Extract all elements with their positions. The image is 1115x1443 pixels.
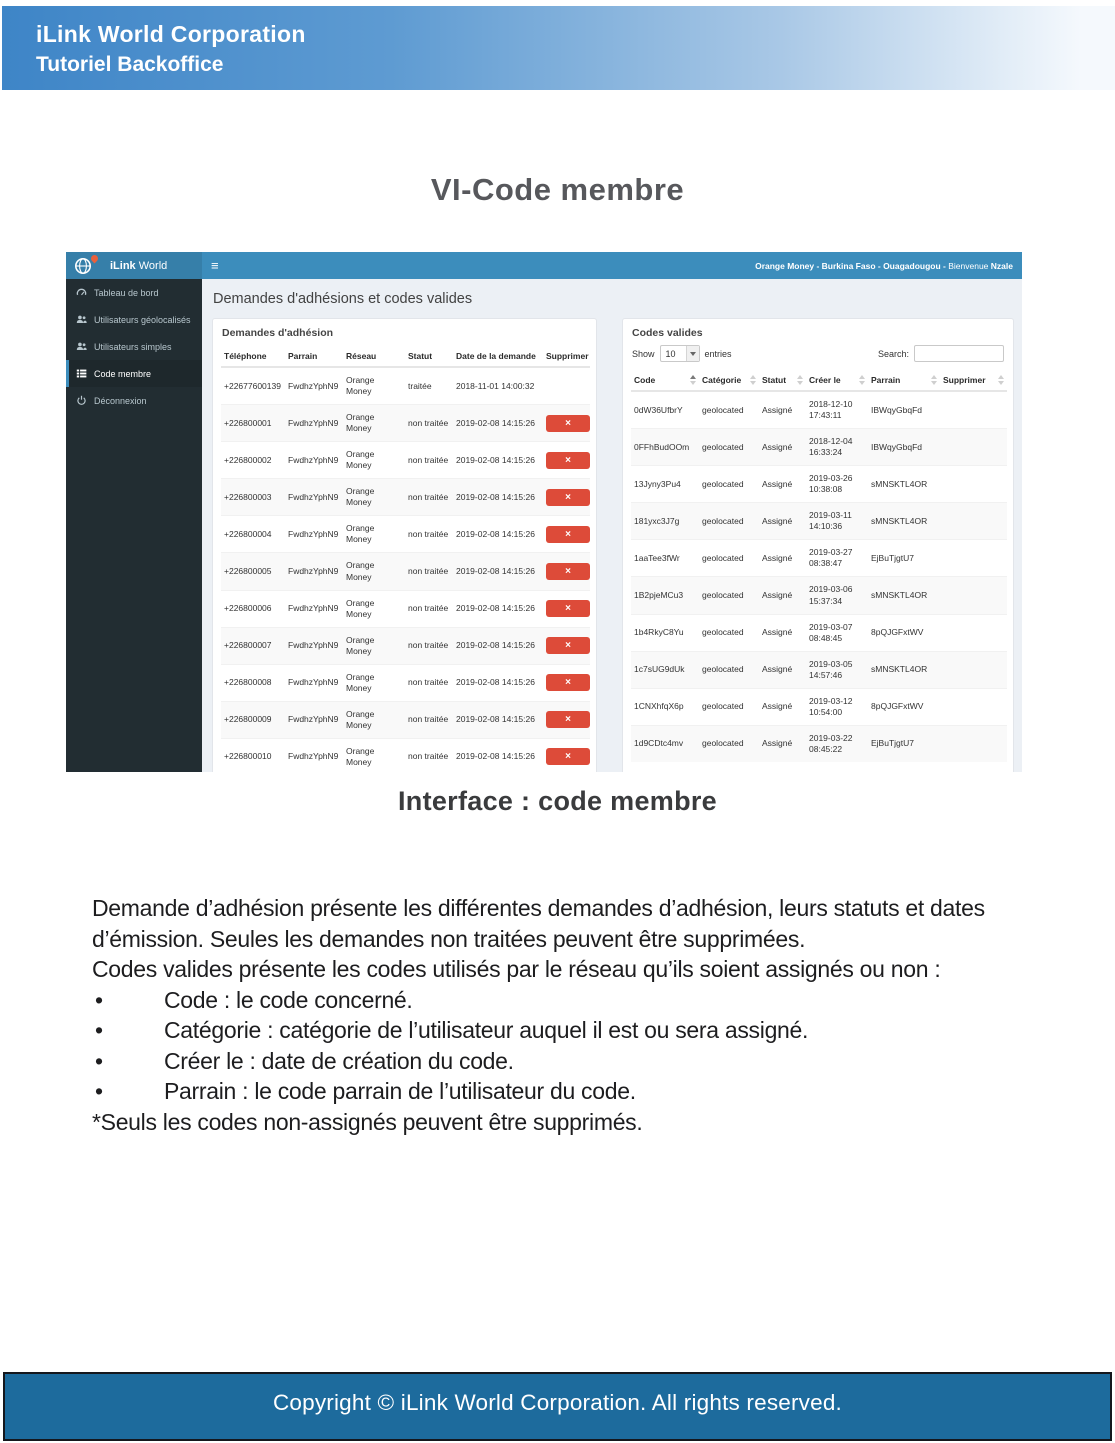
cell-statut: Assigné: [759, 614, 806, 651]
delete-button[interactable]: ×: [546, 711, 590, 728]
search-label: Search:: [877, 348, 909, 359]
cell-reseau: Orange Money: [343, 664, 405, 701]
backoffice-screenshot: [66, 252, 1022, 772]
cell-date: 2019-02-08 14:15:26: [453, 516, 543, 553]
col-categorie[interactable]: Catégorie: [699, 370, 759, 391]
cell-parrain: EjBuTjgtU7: [868, 540, 940, 577]
delete-button[interactable]: ×: [546, 415, 590, 432]
col-telephone[interactable]: Téléphone: [221, 346, 285, 367]
panel-title: Demandes d'adhésion: [222, 327, 334, 339]
cell-date: 2019-02-08 14:15:26: [453, 442, 543, 479]
delete-button[interactable]: ×: [546, 563, 590, 580]
cell-statut: Assigné: [759, 688, 806, 725]
cell-telephone: +226800007: [221, 627, 285, 664]
cell-parrain: sMNSKTL4OR: [868, 466, 940, 503]
sidebar-item-label: Déconnexion: [94, 395, 147, 406]
cell-telephone: +226800010: [221, 738, 285, 772]
cell-date: 2019-02-08 14:15:26: [453, 553, 543, 590]
cell-statut: traitée: [405, 367, 453, 405]
cell-categorie: geolocated: [699, 725, 759, 762]
col-date[interactable]: Date de la demande: [453, 346, 543, 367]
cell-categorie: geolocated: [699, 391, 759, 429]
cell-parrain: EjBuTjgtU7: [868, 725, 940, 762]
cell-code: 1b4RkyC8Yu: [631, 614, 699, 651]
bullet-item: [92, 1015, 1032, 1046]
delete-button[interactable]: ×: [546, 489, 590, 506]
col-code[interactable]: Code: [631, 370, 699, 391]
cell-created: 2018-12-10 17:43:11: [806, 391, 868, 429]
table-row: [221, 590, 590, 627]
table-header-row: [221, 346, 590, 367]
navbar-context-text: Orange Money - Burkina Faso - Ouagadougou - Bienvenue Nzale: [755, 260, 1013, 271]
section-title: VI-Code membre: [430, 172, 685, 207]
sort-icon: [931, 375, 937, 385]
bullet-item: [92, 1076, 1032, 1107]
app-logo[interactable]: [66, 252, 202, 279]
table-row: [631, 503, 1007, 540]
cell-categorie: geolocated: [699, 651, 759, 688]
table-row: [631, 391, 1007, 429]
delete-button[interactable]: ×: [546, 452, 590, 469]
cell-parrain: 8pQJGFxtWV: [868, 688, 940, 725]
user-name: Nzale: [990, 260, 1013, 271]
panel-demandes-adhesion: [212, 318, 597, 772]
cell-reseau: Orange Money: [343, 738, 405, 772]
cell-statut: non traitée: [405, 516, 453, 553]
search-input[interactable]: [914, 345, 1004, 362]
note-text: *Seuls les codes non-assignés peuvent être supprimés.: [92, 1108, 643, 1135]
cell-statut: Assigné: [759, 651, 806, 688]
table-row: [631, 688, 1007, 725]
bullet-item: [92, 985, 1032, 1016]
cell-date: 2019-02-08 14:15:26: [453, 590, 543, 627]
cell-statut: Assigné: [759, 725, 806, 762]
table-footer: [623, 770, 1013, 772]
cell-reseau: Orange Money: [343, 405, 405, 442]
sort-icon: [750, 375, 756, 385]
cell-categorie: geolocated: [699, 577, 759, 614]
delete-button[interactable]: ×: [546, 674, 590, 691]
table-row: [631, 614, 1007, 651]
table-row: [221, 738, 590, 772]
chevron-down-icon: [686, 346, 699, 361]
cell-date: 2019-02-08 14:15:26: [453, 479, 543, 516]
cell-parrain: 8pQJGFxtWV: [868, 614, 940, 651]
table-row: [631, 540, 1007, 577]
cell-telephone: +226800003: [221, 479, 285, 516]
cell-code: 1c7sUG9dUk: [631, 651, 699, 688]
cell-parrain: sMNSKTL4OR: [868, 651, 940, 688]
cell-created: 2019-03-05 14:57:46: [806, 651, 868, 688]
sidebar-item-label: Utilisateurs simples: [94, 341, 172, 352]
table-row: [631, 577, 1007, 614]
cell-telephone: +226800006: [221, 590, 285, 627]
table-row: [221, 479, 590, 516]
paragraph: Demande d’adhésion présente les différentes demandes d’adhésion, leurs statuts et dates d’émission. Seules les demandes non traitées peuvent être supprimées.: [92, 895, 985, 952]
cell-parrain: sMNSKTL4OR: [868, 503, 940, 540]
col-statut[interactable]: Statut: [405, 346, 453, 367]
sidebar-item-label: Utilisateurs géolocalisés: [94, 314, 191, 325]
cell-reseau: Orange Money: [343, 627, 405, 664]
cell-statut: non traitée: [405, 442, 453, 479]
search-control: [878, 345, 1004, 362]
table-row: [221, 627, 590, 664]
app-page-heading: Demandes d'adhésions et codes valides: [213, 291, 473, 307]
bullet-item: [92, 1046, 1032, 1077]
cell-statut: non traitée: [405, 553, 453, 590]
sort-icon: [797, 375, 803, 385]
document-footer: Copyright © iLink World Corporation. All rights reserved.: [3, 1372, 1112, 1441]
app-navbar: [202, 252, 1022, 279]
cell-statut: Assigné: [759, 503, 806, 540]
sidebar-item-tableau-de-bord[interactable]: [66, 279, 202, 306]
cell-parrain: FwdhzYphN9: [285, 738, 343, 772]
panel-codes-valides: [622, 318, 1014, 772]
col-parrain[interactable]: Parrain: [868, 370, 940, 391]
cell-parrain: IBWqyGbqFd: [868, 391, 940, 429]
table-row: [631, 466, 1007, 503]
cell-statut: non traitée: [405, 701, 453, 738]
cell-categorie: geolocated: [699, 503, 759, 540]
col-supprimer[interactable]: Supprimer: [940, 370, 1007, 391]
figure-caption: Interface : code membre: [397, 786, 717, 816]
cell-code: 13Jyny3Pu4: [631, 466, 699, 503]
show-entries-control: [632, 345, 732, 362]
cell-created: 2018-12-04 16:33:24: [806, 429, 868, 466]
sidebar-item-code-membre[interactable]: [66, 360, 202, 387]
table-row: [221, 553, 590, 590]
table-row: [221, 701, 590, 738]
codes-table: [631, 370, 1007, 762]
col-supprimer: Supprimer: [543, 346, 590, 367]
cell-reseau: Orange Money: [343, 479, 405, 516]
cell-statut: Assigné: [759, 391, 806, 429]
cell-statut: non traitée: [405, 664, 453, 701]
cell-parrain: FwdhzYphN9: [285, 442, 343, 479]
sidebar-item-utilisateurs-simples[interactable]: [66, 333, 202, 360]
cell-code: 1aaTee3fWr: [631, 540, 699, 577]
cell-reseau: Orange Money: [343, 367, 405, 405]
table-row: [631, 725, 1007, 762]
bullet-marker: •: [95, 986, 103, 1013]
cell-created: 2019-03-12 10:54:00: [806, 688, 868, 725]
cell-created: 2019-03-11 14:10:36: [806, 503, 868, 540]
cell-statut: non traitée: [405, 590, 453, 627]
cell-parrain: FwdhzYphN9: [285, 590, 343, 627]
cell-date: 2019-02-08 14:15:26: [453, 701, 543, 738]
cell-parrain: FwdhzYphN9: [285, 516, 343, 553]
cell-code: 0FFhBudOOm: [631, 429, 699, 466]
hamburger-icon[interactable]: ≡: [211, 258, 219, 273]
cell-reseau: Orange Money: [343, 553, 405, 590]
cell-parrain: FwdhzYphN9: [285, 701, 343, 738]
cell-created: 2019-03-22 08:45:22: [806, 725, 868, 762]
cell-code: 1d9CDtc4mv: [631, 725, 699, 762]
col-reseau[interactable]: Réseau: [343, 346, 405, 367]
bullet-marker: •: [95, 1078, 103, 1104]
col-statut[interactable]: Statut: [759, 370, 806, 391]
cell-parrain: FwdhzYphN9: [285, 664, 343, 701]
cell-parrain: IBWqyGbqFd: [868, 429, 940, 466]
description-text: [92, 893, 1032, 1137]
bullet-text: Code : le code concerné.: [164, 986, 413, 1013]
panel-title: Codes valides: [632, 327, 703, 339]
cell-categorie: geolocated: [699, 688, 759, 725]
cell-created: 2019-03-26 10:38:08: [806, 466, 868, 503]
power-icon: [76, 395, 87, 406]
table-controls: [623, 344, 1013, 368]
sidebar: [66, 252, 202, 772]
bullet-marker: •: [95, 1047, 103, 1074]
table-row: [221, 516, 590, 553]
cell-telephone: +226800004: [221, 516, 285, 553]
cell-parrain: FwdhzYphN9: [285, 405, 343, 442]
cell-categorie: geolocated: [699, 466, 759, 503]
bullet-text: Créer le : date de création du code.: [164, 1047, 514, 1074]
col-parrain[interactable]: Parrain: [285, 346, 343, 367]
cell-code: 1B2pjeMCu3: [631, 577, 699, 614]
cell-reseau: Orange Money: [343, 701, 405, 738]
users-icon: [76, 314, 87, 325]
sidebar-item-deconnexion[interactable]: [66, 387, 202, 414]
cell-categorie: geolocated: [699, 540, 759, 577]
sidebar-item-label: Code membre: [94, 368, 152, 379]
list-icon: [76, 368, 87, 379]
cell-telephone: +226800008: [221, 664, 285, 701]
cell-code: 0dW36UfbrY: [631, 391, 699, 429]
table-row: [221, 367, 590, 405]
bullet-marker: •: [95, 1017, 103, 1043]
sort-icon: [998, 375, 1004, 385]
cell-date: 2019-02-08 14:15:26: [453, 664, 543, 701]
cell-statut: non traitée: [405, 479, 453, 516]
cell-statut: Assigné: [759, 577, 806, 614]
cell-parrain: FwdhzYphN9: [285, 479, 343, 516]
document-header-banner: [2, 6, 1115, 90]
demandes-table: [221, 346, 590, 772]
sort-icon: [690, 375, 696, 385]
col-creer-le[interactable]: Créer le: [806, 370, 868, 391]
cell-created: 2019-03-27 08:38:47: [806, 540, 868, 577]
cell-parrain: FwdhzYphN9: [285, 367, 343, 405]
globe-icon: [74, 254, 100, 278]
cell-date: 2019-02-08 14:15:26: [453, 405, 543, 442]
table-row: [631, 651, 1007, 688]
delete-button[interactable]: ×: [546, 637, 590, 654]
cell-parrain: FwdhzYphN9: [285, 627, 343, 664]
cell-date: 2019-02-08 14:15:26: [453, 627, 543, 664]
table-header-row: [631, 370, 1007, 391]
delete-button[interactable]: ×: [546, 526, 590, 543]
delete-button[interactable]: ×: [546, 748, 590, 765]
sidebar-item-utilisateurs-geolocalises[interactable]: [66, 306, 202, 333]
cell-created: 2019-03-07 08:48:45: [806, 614, 868, 651]
cell-statut: Assigné: [759, 540, 806, 577]
cell-reseau: Orange Money: [343, 442, 405, 479]
cell-statut: non traitée: [405, 738, 453, 772]
sidebar-item-label: Tableau de bord: [94, 287, 159, 298]
bullet-text: Parrain : le code parrain de l’utilisateur du code.: [164, 1078, 636, 1104]
sort-icon: [859, 375, 865, 385]
cell-parrain: sMNSKTL4OR: [868, 577, 940, 614]
delete-button[interactable]: ×: [546, 600, 590, 617]
cell-created: 2019-03-06 15:37:34: [806, 577, 868, 614]
cell-reseau: Orange Money: [343, 516, 405, 553]
cell-reseau: Orange Money: [343, 590, 405, 627]
table-row: [221, 405, 590, 442]
app-main-area: [202, 252, 1022, 772]
table-row: [631, 429, 1007, 466]
cell-categorie: geolocated: [699, 429, 759, 466]
cell-categorie: geolocated: [699, 614, 759, 651]
show-label: Show: [632, 348, 655, 359]
table-row: [221, 664, 590, 701]
cell-code: 1CNXhfqX6p: [631, 688, 699, 725]
cell-code: 181yxc3J7g: [631, 503, 699, 540]
document-subtitle: Tutoriel Backoffice: [36, 53, 224, 76]
table-row: [221, 442, 590, 479]
page-size-select[interactable]: 10: [660, 345, 700, 362]
cell-parrain: FwdhzYphN9: [285, 553, 343, 590]
users-icon: [76, 341, 87, 352]
cell-telephone: +226800005: [221, 553, 285, 590]
paragraph: Codes valides présente les codes utilisés par le réseau qu’ils soient assignés ou non :: [92, 956, 941, 982]
cell-telephone: +22677600139: [221, 367, 285, 405]
dashboard-icon: [76, 287, 87, 298]
brand-text: iLink World: [110, 259, 168, 272]
cell-telephone: +226800002: [221, 442, 285, 479]
bullet-text: Catégorie : catégorie de l’utilisateur auquel il est ou sera assigné.: [164, 1017, 809, 1043]
app-content: [202, 279, 1022, 772]
cell-statut: Assigné: [759, 429, 806, 466]
sidebar-menu: [66, 279, 202, 414]
entries-label: entries: [704, 348, 732, 359]
cell-statut: Assigné: [759, 466, 806, 503]
cell-date: 2018-11-01 14:00:32: [453, 367, 543, 405]
cell-telephone: +226800009: [221, 701, 285, 738]
cell-date: 2019-02-08 14:15:26: [453, 738, 543, 772]
cell-statut: non traitée: [405, 627, 453, 664]
company-name: iLink World Corporation: [36, 21, 306, 47]
cell-statut: non traitée: [405, 405, 453, 442]
cell-telephone: +226800001: [221, 405, 285, 442]
